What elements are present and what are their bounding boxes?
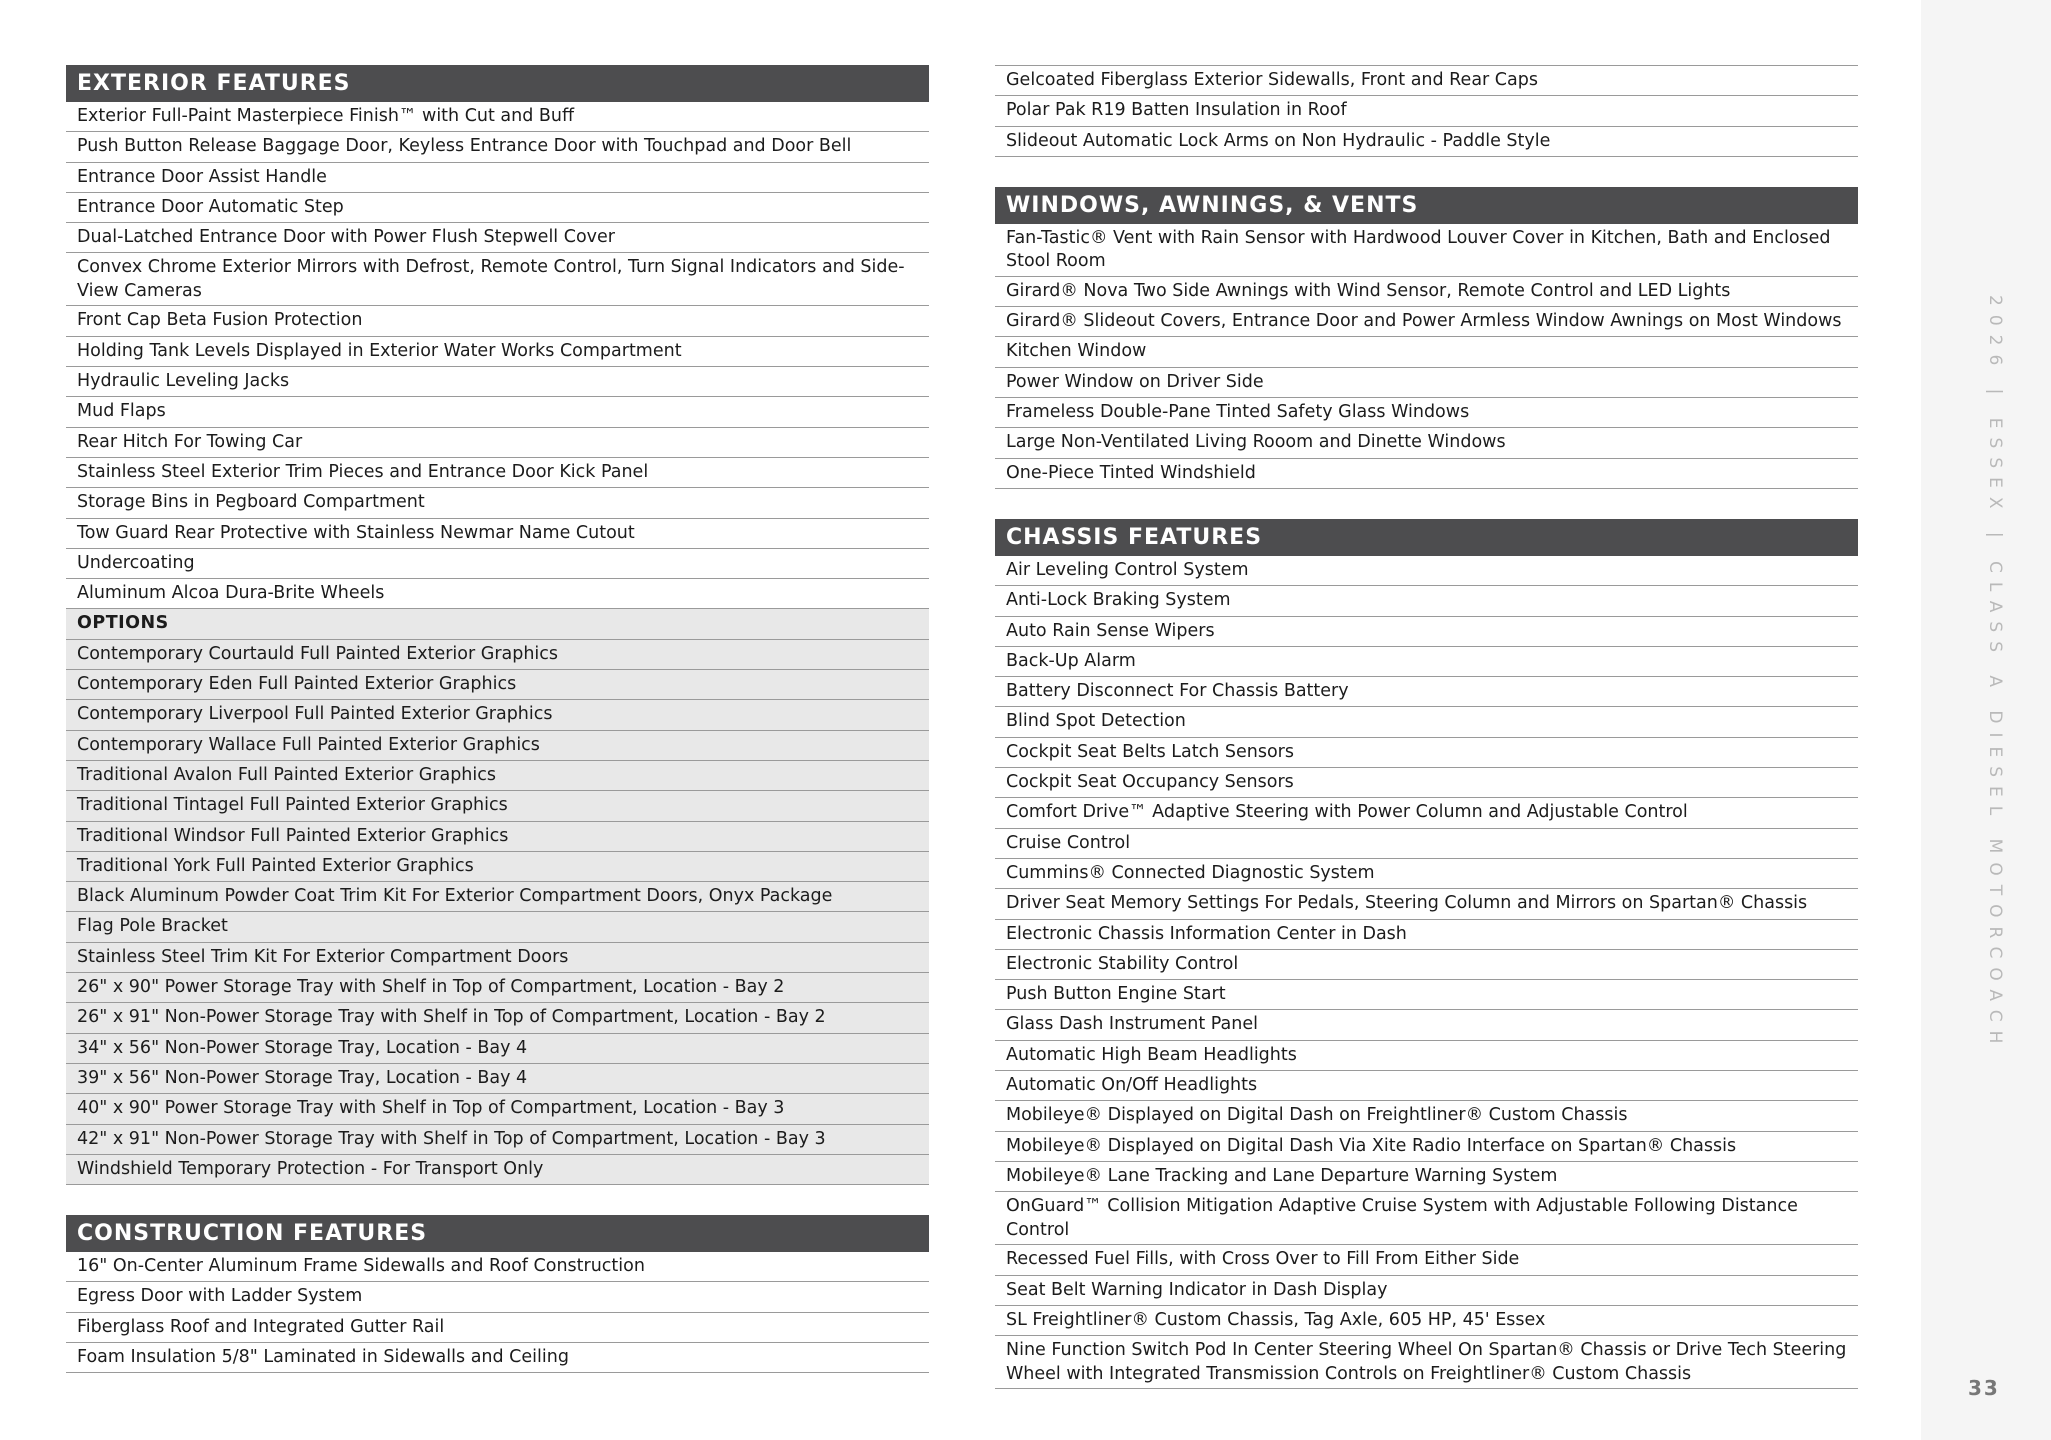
feature-row: Egress Door with Ladder System — [66, 1282, 929, 1312]
construction-feature-list — [66, 1252, 929, 1373]
exterior-feature-list — [66, 102, 929, 609]
feature-row: Rear Hitch For Towing Car — [66, 428, 929, 458]
feature-row: Storage Bins in Pegboard Compartment — [66, 488, 929, 518]
left-column — [66, 65, 929, 1403]
feature-row: OnGuard™ Collision Mitigation Adaptive Cruise System with Adjustable Following Distance Control — [995, 1192, 1858, 1245]
feature-row: Undercoating — [66, 549, 929, 579]
feature-row: Electronic Stability Control — [995, 950, 1858, 980]
feature-row: Automatic High Beam Headlights — [995, 1041, 1858, 1071]
feature-row: Driver Seat Memory Settings For Pedals, Steering Column and Mirrors on Spartan® Chassis — [995, 889, 1858, 919]
feature-row: Front Cap Beta Fusion Protection — [66, 306, 929, 336]
feature-row: Automatic On/Off Headlights — [995, 1071, 1858, 1101]
feature-row: Glass Dash Instrument Panel — [995, 1010, 1858, 1040]
feature-row: Flag Pole Bracket — [66, 912, 929, 942]
feature-row: Blind Spot Detection — [995, 707, 1858, 737]
feature-row: Cruise Control — [995, 829, 1858, 859]
feature-row: 26" x 90" Power Storage Tray with Shelf in Top of Compartment, Location - Bay 2 — [66, 973, 929, 1003]
feature-row: Aluminum Alcoa Dura-Brite Wheels — [66, 579, 929, 609]
feature-row: 39" x 56" Non-Power Storage Tray, Location - Bay 4 — [66, 1064, 929, 1094]
feature-row: Electronic Chassis Information Center in Dash — [995, 920, 1858, 950]
right-column — [995, 65, 1858, 1419]
feature-row: 40" x 90" Power Storage Tray with Shelf in Top of Compartment, Location - Bay 3 — [66, 1094, 929, 1124]
section-header: CONSTRUCTION FEATURES — [66, 1215, 929, 1252]
feature-row: Tow Guard Rear Protective with Stainless Newmar Name Cutout — [66, 519, 929, 549]
feature-row: Contemporary Eden Full Painted Exterior Graphics — [66, 670, 929, 700]
feature-row: Entrance Door Automatic Step — [66, 193, 929, 223]
feature-row: Stainless Steel Trim Kit For Exterior Compartment Doors — [66, 943, 929, 973]
construction-continued-section — [995, 65, 1858, 157]
feature-row: Polar Pak R19 Batten Insulation in Roof — [995, 96, 1858, 126]
feature-row: Auto Rain Sense Wipers — [995, 617, 1858, 647]
section-header: CHASSIS FEATURES — [995, 519, 1858, 556]
feature-row: Mobileye® Displayed on Digital Dash Via Xite Radio Interface on Spartan® Chassis — [995, 1132, 1858, 1162]
exterior-options-list — [66, 640, 929, 1185]
feature-row: Contemporary Liverpool Full Painted Exterior Graphics — [66, 700, 929, 730]
feature-row: 34" x 56" Non-Power Storage Tray, Location - Bay 4 — [66, 1034, 929, 1064]
construction-continued-list — [995, 66, 1858, 157]
feature-row: Mobileye® Lane Tracking and Lane Departure Warning System — [995, 1162, 1858, 1192]
page-number: 33 — [1968, 1376, 2000, 1400]
feature-row: Hydraulic Leveling Jacks — [66, 367, 929, 397]
feature-row: 42" x 91" Non-Power Storage Tray with Shelf in Top of Compartment, Location - Bay 3 — [66, 1125, 929, 1155]
feature-row: Seat Belt Warning Indicator in Dash Display — [995, 1276, 1858, 1306]
feature-row: Traditional Tintagel Full Painted Exterior Graphics — [66, 791, 929, 821]
feature-row: Fan-Tastic® Vent with Rain Sensor with Hardwood Louver Cover in Kitchen, Bath and Enclosed Stool Room — [995, 224, 1858, 277]
feature-row: Cockpit Seat Belts Latch Sensors — [995, 738, 1858, 768]
windows-feature-list — [995, 224, 1858, 489]
feature-row: Push Button Engine Start — [995, 980, 1858, 1010]
feature-row: Traditional Avalon Full Painted Exterior Graphics — [66, 761, 929, 791]
feature-row: Push Button Release Baggage Door, Keyless Entrance Door with Touchpad and Door Bell — [66, 132, 929, 162]
feature-row: Girard® Nova Two Side Awnings with Wind Sensor, Remote Control and LED Lights — [995, 277, 1858, 307]
windows-awnings-vents-section — [995, 187, 1858, 489]
feature-row: Fiberglass Roof and Integrated Gutter Rail — [66, 1313, 929, 1343]
feature-row: Windshield Temporary Protection - For Transport Only — [66, 1155, 929, 1185]
feature-row: Traditional Windsor Full Painted Exterior Graphics — [66, 822, 929, 852]
section-header: WINDOWS, AWNINGS, & VENTS — [995, 187, 1858, 224]
feature-row: Nine Function Switch Pod In Center Steering Wheel On Spartan® Chassis or Drive Tech Steering Wheel with Integrated Transmission Controls on Freightliner® Custom Chassis — [995, 1336, 1858, 1389]
exterior-features-section — [66, 65, 929, 1185]
feature-row: Mud Flaps — [66, 397, 929, 427]
feature-row: Convex Chrome Exterior Mirrors with Defrost, Remote Control, Turn Signal Indicators and Side-View Cameras — [66, 253, 929, 306]
feature-row: Girard® Slideout Covers, Entrance Door and Power Armless Window Awnings on Most Windows — [995, 307, 1858, 337]
feature-row: Kitchen Window — [995, 337, 1858, 367]
chassis-feature-list — [995, 556, 1858, 1389]
feature-row: SL Freightliner® Custom Chassis, Tag Axle, 605 HP, 45' Essex — [995, 1306, 1858, 1336]
feature-row: Stainless Steel Exterior Trim Pieces and Entrance Door Kick Panel — [66, 458, 929, 488]
feature-row: Frameless Double-Pane Tinted Safety Glass Windows — [995, 398, 1858, 428]
feature-row: Holding Tank Levels Displayed in Exterior Water Works Compartment — [66, 337, 929, 367]
feature-row: Traditional York Full Painted Exterior Graphics — [66, 852, 929, 882]
feature-row: Foam Insulation 5/8" Laminated in Sidewalls and Ceiling — [66, 1343, 929, 1373]
feature-row: Mobileye® Displayed on Digital Dash on Freightliner® Custom Chassis — [995, 1101, 1858, 1131]
feature-row: Comfort Drive™ Adaptive Steering with Power Column and Adjustable Control — [995, 798, 1858, 828]
feature-row: Gelcoated Fiberglass Exterior Sidewalls, Front and Rear Caps — [995, 66, 1858, 96]
feature-row: Contemporary Courtauld Full Painted Exterior Graphics — [66, 640, 929, 670]
feature-row: Anti-Lock Braking System — [995, 586, 1858, 616]
feature-row: Battery Disconnect For Chassis Battery — [995, 677, 1858, 707]
feature-row: Large Non-Ventilated Living Rooom and Dinette Windows — [995, 428, 1858, 458]
vertical-document-title: 2026 | ESSEX | CLASS A DIESEL MOTORCOACH — [1985, 295, 2005, 1053]
feature-row: Air Leveling Control System — [995, 556, 1858, 586]
construction-features-section — [66, 1215, 929, 1373]
feature-row: Entrance Door Assist Handle — [66, 163, 929, 193]
feature-row: 26" x 91" Non-Power Storage Tray with Shelf in Top of Compartment, Location - Bay 2 — [66, 1003, 929, 1033]
feature-row: Black Aluminum Powder Coat Trim Kit For Exterior Compartment Doors, Onyx Package — [66, 882, 929, 912]
options-subheader: OPTIONS — [66, 609, 929, 639]
feature-row: Cockpit Seat Occupancy Sensors — [995, 768, 1858, 798]
feature-row: Power Window on Driver Side — [995, 368, 1858, 398]
feature-row: Recessed Fuel Fills, with Cross Over to Fill From Either Side — [995, 1245, 1858, 1275]
feature-row: Cummins® Connected Diagnostic System — [995, 859, 1858, 889]
feature-row: Back-Up Alarm — [995, 647, 1858, 677]
section-header: EXTERIOR FEATURES — [66, 65, 929, 102]
feature-row: Dual-Latched Entrance Door with Power Flush Stepwell Cover — [66, 223, 929, 253]
chassis-features-section — [995, 519, 1858, 1389]
feature-row: Contemporary Wallace Full Painted Exterior Graphics — [66, 731, 929, 761]
feature-row: Slideout Automatic Lock Arms on Non Hydraulic - Paddle Style — [995, 127, 1858, 157]
feature-row: Exterior Full-Paint Masterpiece Finish™ with Cut and Buff — [66, 102, 929, 132]
feature-row: 16" On-Center Aluminum Frame Sidewalls and Roof Construction — [66, 1252, 929, 1282]
feature-row: One-Piece Tinted Windshield — [995, 459, 1858, 489]
